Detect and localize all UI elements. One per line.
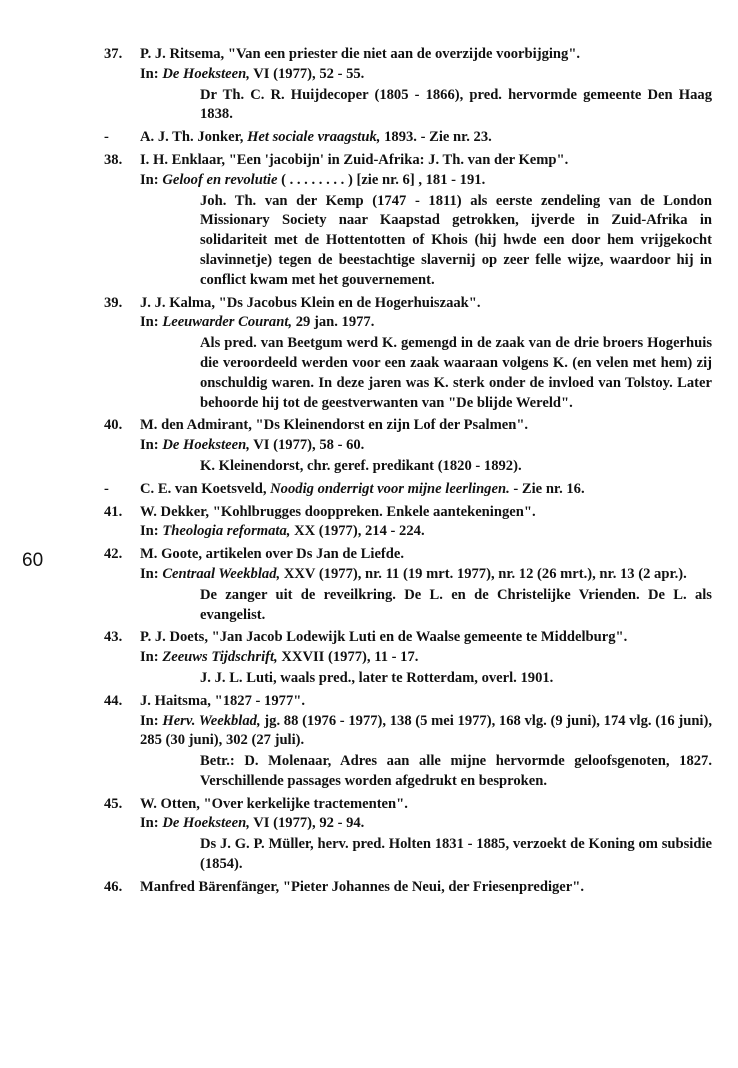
entry-citation [140, 416, 712, 436]
source-title: De Hoeksteen, [162, 65, 250, 82]
source-details: VI (1977), 52 - 55. [253, 65, 365, 82]
entry-citation [140, 480, 712, 500]
entry-author: J. J. Kalma, [140, 294, 215, 311]
entry-author: M. den Admirant, [140, 417, 252, 434]
entry-source [140, 522, 712, 542]
entry-title: "Ds Jacobus Klein en de Hogerhuiszaak". [218, 294, 481, 311]
in-prefix: In: [140, 815, 159, 832]
entry-source [140, 814, 712, 834]
entry-citation [140, 692, 712, 712]
bibliography-entry-43 [104, 628, 712, 688]
entry-number: 38. [104, 151, 123, 168]
entry-author: W. Otten, [140, 795, 200, 812]
bibliography-entry-39 [104, 294, 712, 414]
entry-citation [140, 45, 712, 65]
entry-number: 45. [104, 795, 123, 812]
bibliography-entry-41 [104, 503, 712, 543]
cross-reference: - Zie nr. 16. [513, 480, 585, 497]
entry-source [140, 648, 712, 668]
entry-bullet: - [104, 129, 109, 146]
bibliography-entry-42 [104, 545, 712, 625]
entry-author: I. H. Enklaar, [140, 151, 226, 168]
work-title: Noodig onderrigt voor mijne leerlingen. [270, 480, 510, 497]
work-title: Het sociale vraagstuk, [247, 129, 381, 146]
entry-source [140, 436, 712, 456]
entry-bullet: - [104, 480, 109, 497]
entry-author: J. Haitsma, [140, 692, 211, 709]
bibliography-entry-37 [104, 45, 712, 125]
entry-source [140, 313, 712, 333]
in-prefix: In: [140, 649, 159, 666]
entry-source [140, 712, 712, 752]
entry-citation [140, 503, 712, 523]
entry-title: "Over kerkelijke tractementen". [203, 795, 408, 812]
entry-author: P. J. Doets, [140, 629, 208, 646]
entry-number: 39. [104, 294, 123, 311]
in-prefix: In: [140, 314, 159, 331]
entry-author: A. J. Th. Jonker, [140, 129, 244, 146]
cross-reference-koetsveld [104, 480, 712, 500]
entry-citation [140, 628, 712, 648]
source-details: 29 jan. 1977. [295, 314, 375, 331]
entry-number: 40. [104, 417, 123, 434]
entry-citation [140, 294, 712, 314]
source-details: XXV (1977), nr. 11 (19 mrt. 1977), nr. 12 (26 mrt.), nr. 13 (2 apr.). [283, 565, 687, 582]
entry-note: De zanger uit de reveilkring. De L. en de Christelijke Vrienden. De L. als evangelist. [200, 586, 712, 623]
entry-note: Als pred. van Beetgum werd K. gemengd in de zaak van de drie broers Hogerhuis die veroordeeld werden voor een zaak waaraan volgens K. (en velen met hem) zij onschuldig waren. In deze jaren was K. sterk onder de invloed van Tolstoy. Later behoorde hij tot de geestverwanten van "De blijde Wereld". [200, 335, 712, 411]
entry-title: "Een 'jacobijn' in Zuid-Afrika: J. Th. van der Kemp". [228, 151, 569, 168]
source-details: VI (1977), 92 - 94. [253, 815, 365, 832]
entry-note: J. J. L. Luti, waals pred., later te Rotterdam, overl. 1901. [200, 669, 554, 686]
source-details: ( . . . . . . . . ) [zie nr. 6] , 181 - 191. [281, 171, 486, 188]
entry-note: Dr Th. C. R. Huijdecoper (1805 - 1866), pred. hervormde gemeente Den Haag 1838. [200, 86, 712, 123]
in-prefix: In: [140, 171, 159, 188]
entry-title: "Kohlbrugges doopprekеn. Enkele aantekeningen". [212, 503, 536, 520]
entry-citation [140, 795, 712, 815]
entry-number: 41. [104, 503, 123, 520]
entry-author: M. Goote, [140, 546, 203, 563]
entry-citation [140, 878, 712, 898]
in-prefix: In: [140, 523, 159, 540]
entry-title: artikelen over Ds Jan de Liefde. [205, 546, 405, 563]
source-title: Theologia reformata, [162, 523, 291, 540]
entry-number: 44. [104, 692, 123, 709]
entry-title: "Van een priester die niet aan de overzijde voorbijging". [227, 46, 581, 62]
cross-reference: 1893. - Zie nr. 23. [384, 129, 492, 146]
bibliography-list [104, 45, 712, 901]
source-details: jg. 88 (1976 - 1977), 138 (5 mei 1977), 168 vlg. (9 juni), 174 vlg. (16 juni), 285 (30 juni), 302 (27 juli). [140, 712, 712, 749]
entry-title: "1827 - 1977". [214, 692, 305, 709]
cross-reference-jonker [104, 128, 712, 148]
entry-title: "Jan Jacob Lodewijk Luti en de Waalse gemeente te Middelburg". [211, 629, 628, 646]
entry-note: Joh. Th. van der Kemp (1747 - 1811) als eerste zendeling van de London Missionary Society naar Kaapstad getrokken, ijverde in Zuid-Afrika in solidariteit met de Hottentotten of Khois (hij hwde een door hem vrijgekocht slavinnetje) tegen de beestachtige slavernij op zeer felle wijze, waardoor hij in conflict kwam met het gouvernement. [200, 192, 712, 288]
source-title: Centraal Weekblad, [162, 565, 281, 582]
in-prefix: In: [140, 712, 159, 729]
entry-number: 42. [104, 546, 123, 563]
source-title: De Hoeksteen, [162, 815, 250, 832]
entry-citation [140, 128, 712, 148]
entry-source [140, 171, 712, 191]
entry-source [140, 565, 712, 585]
entry-citation [140, 545, 712, 565]
bibliography-entry-38 [104, 151, 712, 291]
entry-number: 46. [104, 878, 123, 895]
entry-title: "Pieter Johannes de Neui, der Friesenprediger". [282, 878, 584, 895]
bibliography-entry-40 [104, 416, 712, 476]
entry-note: Ds J. G. P. Müller, herv. pred. Holten 1831 - 1885, verzoekt de Koning om subsidie (1854). [200, 836, 712, 873]
source-details: XXVII (1977), 11 - 17. [281, 649, 419, 666]
source-details: VI (1977), 58 - 60. [253, 437, 365, 454]
entry-author: P. J. Ritsema, [140, 46, 225, 62]
entry-citation [140, 151, 712, 171]
entry-number: 43. [104, 629, 123, 646]
bibliography-entry-46 [104, 878, 712, 898]
entry-title: "Ds Kleinendorst en zijn Lof der Psalmen". [255, 417, 529, 434]
source-title: Geloof en revolutie [162, 171, 278, 188]
entry-number: 37. [104, 46, 123, 62]
bibliography-entry-44 [104, 692, 712, 792]
page-number: 60 [22, 550, 44, 571]
entry-author: Manfred Bärenfänger, [140, 878, 280, 895]
source-title: Leeuwarder Courant, [162, 314, 293, 331]
entry-author: C. E. van Koetsveld, [140, 480, 267, 497]
source-title: De Hoeksteen, [162, 437, 250, 454]
in-prefix: In: [140, 437, 159, 454]
bibliography-entry-45 [104, 795, 712, 875]
source-title: Zeeuws Tijdschrift, [162, 649, 278, 666]
entry-note: K. Kleinendorst, chr. geref. predikant (1820 - 1892). [200, 457, 522, 474]
source-details: XX (1977), 214 - 224. [294, 523, 425, 540]
in-prefix: In: [140, 65, 159, 82]
source-title: Herv. Weekblad, [162, 712, 261, 729]
entry-note: Betr.: D. Molenaar, Adres aan alle mijne hervormde geloofsgenoten, 1827. Verschillende passages worden afgedrukt en besproken. [200, 753, 712, 789]
entry-source [140, 65, 712, 85]
in-prefix: In: [140, 565, 159, 582]
entry-author: W. Dekker, [140, 503, 210, 520]
